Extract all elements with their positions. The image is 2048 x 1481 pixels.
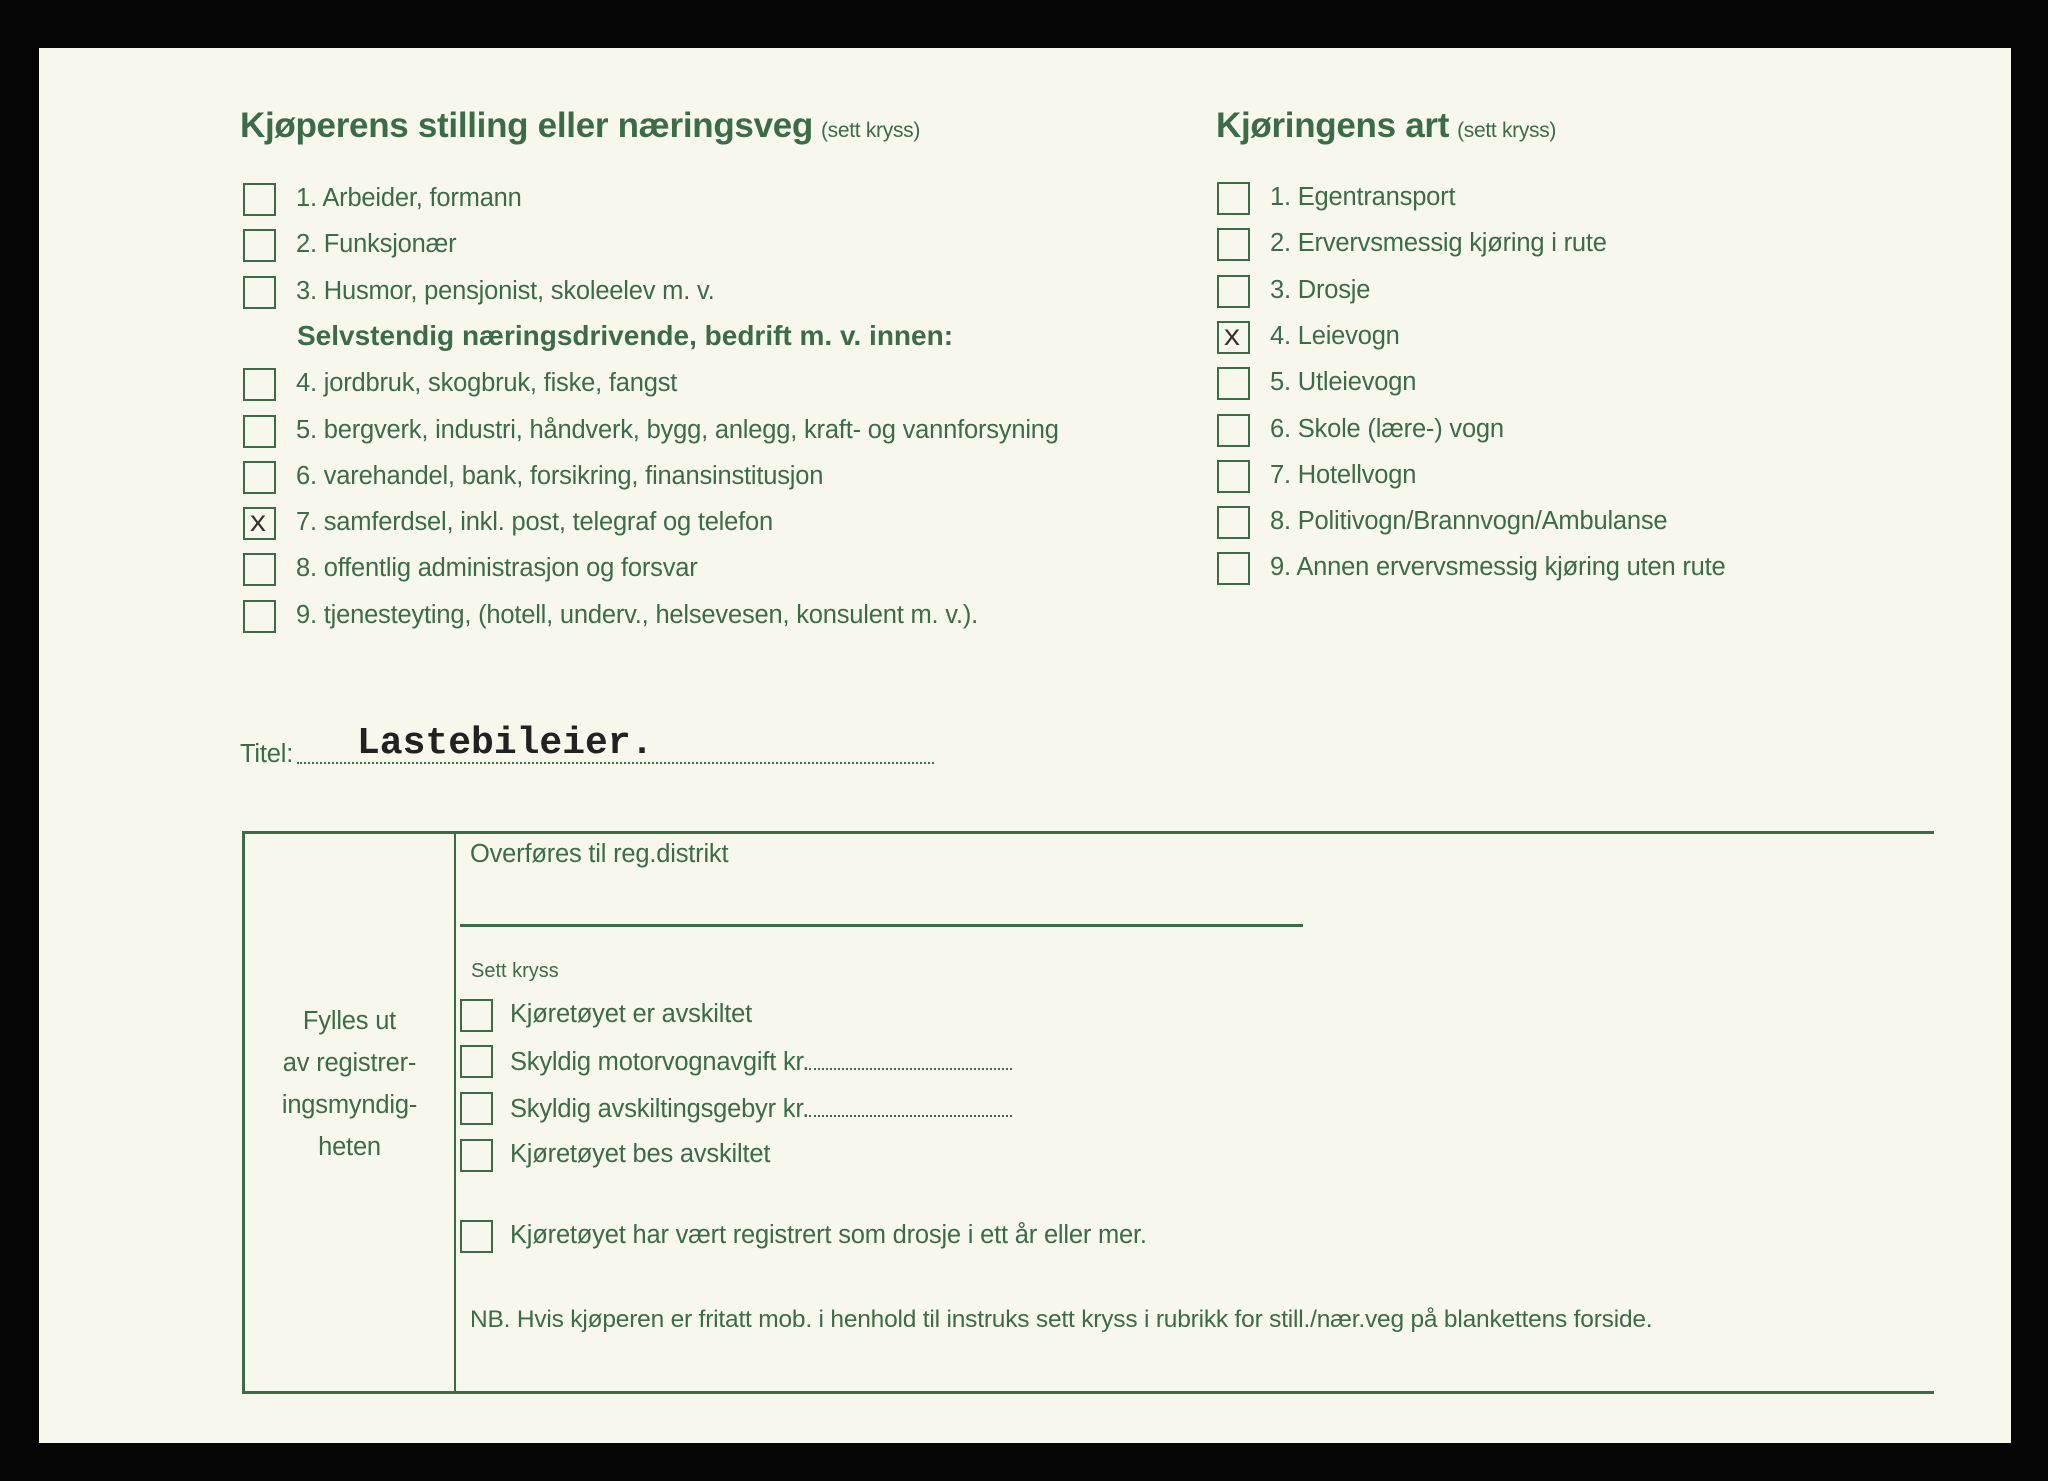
checkbox[interactable] (243, 507, 276, 540)
checkbox[interactable] (1217, 414, 1250, 447)
transfer-district-field[interactable] (460, 924, 1303, 927)
option-label: 3. Husmor, pensjonist, skoleelev m. v. (296, 276, 715, 305)
checkbox[interactable] (1217, 321, 1250, 354)
option-label: 6. varehandel, bank, forsikring, finansinstitusjon (296, 461, 824, 490)
option-label: 3. Drosje (1270, 275, 1371, 304)
check-label (510, 1000, 752, 1029)
checkbox[interactable] (243, 368, 276, 401)
checkbox[interactable] (243, 229, 276, 262)
checkbox[interactable] (243, 600, 276, 633)
checkbox[interactable] (243, 553, 276, 586)
option-label: 1. Egentransport (1270, 183, 1456, 211)
check-label (510, 1221, 1147, 1250)
x-mark: x (249, 507, 268, 542)
option-label: 8. offentlig administrasjon og forsvar (296, 554, 698, 583)
left-title-hint: (sett kryss) (820, 119, 921, 142)
checkbox[interactable] (1217, 367, 1250, 400)
checkbox[interactable] (1217, 228, 1250, 261)
side-label-line: heten (318, 1133, 381, 1161)
box-bottom-border (242, 1391, 1934, 1394)
option-label: 2. Ervervsmessig kjøring i rute (1270, 229, 1607, 258)
box-divider (454, 831, 456, 1394)
checkbox[interactable] (1217, 275, 1250, 308)
transfer-label: Overføres til reg.distrikt (470, 840, 729, 868)
option-label: 5. Utleievogn (1270, 368, 1417, 397)
check-label-text: Kjøretøyet bes avskiltet (510, 1140, 771, 1168)
box-top-border (242, 831, 1934, 834)
option-label: 9. Annen ervervsmessig kjøring uten rute (1270, 553, 1726, 582)
check-label-text: Skyldig avskiltingsgebyr kr. (510, 1095, 810, 1123)
side-label-line: Fylles ut (302, 1007, 397, 1035)
authority-side-label (245, 1000, 454, 1168)
checkbox[interactable] (460, 1092, 493, 1125)
amount-field[interactable] (809, 1046, 1012, 1070)
amount-field[interactable] (809, 1093, 1012, 1117)
left-title-text: Kjøperens stilling eller næringsveg (240, 106, 813, 145)
option-label: 7. Hotellvogn (1270, 460, 1417, 489)
checkbox[interactable] (460, 1139, 493, 1172)
option-label: 4. jordbruk, skogbruk, fiske, fangst (296, 369, 678, 398)
sett-kryss-label: Sett kryss (471, 960, 559, 982)
option-label: 2. Funksjonær (296, 230, 457, 259)
checkbox[interactable] (460, 1045, 493, 1078)
form-card (39, 48, 2011, 1443)
nb-note: NB. Hvis kjøperen er fritatt mob. i henhold til instruks sett kryss i rubrikk for still./nær.veg på blankettens forside. (470, 1306, 1653, 1333)
checkbox[interactable] (1217, 552, 1250, 585)
checkbox[interactable] (243, 461, 276, 494)
check-label (510, 1046, 1012, 1077)
titel-field[interactable] (297, 722, 934, 765)
option-label: 1. Arbeider, formann (296, 184, 522, 212)
checkbox[interactable] (1217, 506, 1250, 539)
titel-value: Lastebileier. (357, 722, 654, 765)
option-label: 7. samferdsel, inkl. post, telegraf og telefon (296, 508, 773, 537)
option-label: 6. Skole (lære-) vogn (1270, 414, 1504, 443)
check-label-text: Kjøretøyet er avskiltet (510, 1000, 752, 1028)
checkbox[interactable] (243, 183, 276, 216)
check-label (510, 1093, 1012, 1124)
checkbox[interactable] (1217, 182, 1250, 215)
checkbox[interactable] (243, 415, 276, 448)
check-label-text: Skyldig motorvognavgift kr. (510, 1048, 810, 1076)
check-label-text: Kjøretøyet har vært registrert som drosje i ett år eller mer. (510, 1221, 1147, 1249)
checkbox[interactable] (1217, 460, 1250, 493)
right-title-hint: (sett kryss) (1457, 119, 1557, 142)
option-label: 8. Politivogn/Brannvogn/Ambulanse (1270, 507, 1668, 536)
side-label-line: ingsmyndig- (281, 1091, 418, 1119)
option-label: 4. Leievogn (1270, 321, 1400, 350)
checkbox[interactable] (460, 1220, 493, 1253)
x-mark: x (1223, 320, 1242, 355)
titel-label: Titel: (240, 740, 294, 768)
option-label: 9. tjenesteyting, (hotell, underv., helsevesen, konsulent m. v.). (296, 600, 978, 629)
right-title-text: Kjøringens art (1216, 106, 1450, 145)
side-label-line: av registrer- (282, 1049, 417, 1077)
section-heading: Selvstendig næringsdrivende, bedrift m. v. innen: (297, 319, 954, 351)
option-label: 5. bergverk, industri, håndverk, bygg, anlegg, kraft- og vannforsyning (296, 415, 1059, 444)
check-label (510, 1140, 770, 1169)
left-section-title (240, 106, 920, 146)
right-section-title (1216, 106, 1556, 146)
checkbox[interactable] (243, 276, 276, 309)
checkbox[interactable] (460, 999, 493, 1032)
